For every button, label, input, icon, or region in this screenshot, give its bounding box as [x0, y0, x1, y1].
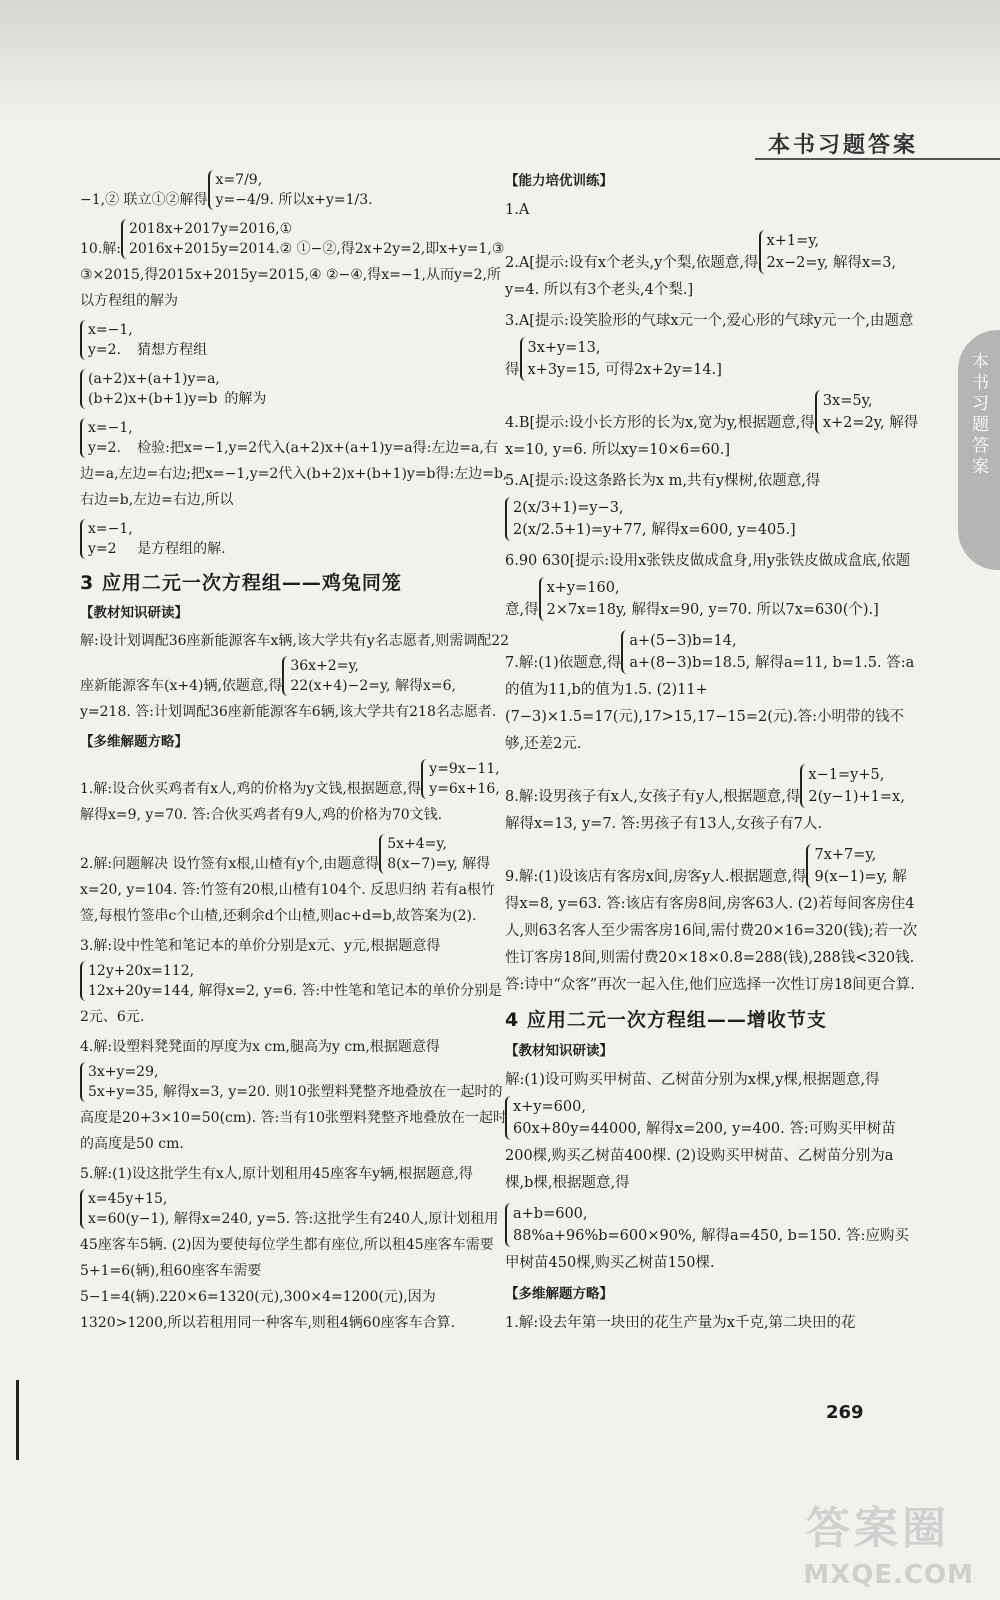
answer-item	[505, 762, 920, 838]
right-column	[505, 168, 920, 1341]
answer-continuation: 可得2x+2y=14.]	[600, 362, 722, 378]
answer-text: 6.90 630[提示:设用x张铁皮做成盒身,用y张铁皮做成盒底,依题意,得	[505, 553, 911, 618]
equation-line: 36x+2=y,	[290, 658, 359, 674]
equation-line: 2016x+2015y=2014.②	[128, 241, 293, 257]
answer-continuation: 解得x=8, y=63. 答:该店有客房8间,房客63人. (2)若每间客房住4人,则63名客人至少需客房16间,需付费20×16=320(钱);若一次性订客房18间,则需付费20×18×0.8=288(钱),288钱<320钱.答:诗中“众客”再次一起入住,他们应选择一次性订房18间更合算.	[505, 869, 918, 993]
answer-text: 解:设计划调配36座新能源客车x辆,该大学共有y名志愿者,则需调配22座新能源客车(x+4)辆,依题意,得	[80, 633, 510, 694]
equation-line: a+(8−3)b=18.5,	[629, 655, 751, 671]
answer-text: 5.A[提示:设这条路长为x m,共有y棵树,依题意,得	[505, 473, 821, 489]
answer-item	[505, 1310, 920, 1337]
margin-mark	[16, 1380, 19, 1460]
answer-text: 9.解:(1)设该店有客房x间,房客y人.根据题意,得	[505, 869, 807, 885]
answer-continuation: 解得x=200, y=400. 答:可购买甲树苗200棵,购买乙树苗400棵. (2)设购买甲树苗、乙树苗分别为a棵,b棵,根据题意,得	[505, 1121, 896, 1191]
equation-system	[282, 656, 390, 696]
answer-continuation: 解得x=10, y=6. 所以xy=10×6=60.]	[505, 415, 919, 458]
answer-text: 解:(1)设可购买甲树苗、乙树苗分别为x棵,y棵,根据题意,得	[505, 1072, 880, 1088]
answer-text: 3.A[提示:设笑脸形的气球x元一个,爱心形的气球y元一个,由题意得	[505, 313, 914, 378]
equation-line: 2018x+2017y=2016,①	[128, 221, 293, 237]
answer-item	[80, 1161, 510, 1336]
answer-item	[80, 416, 510, 513]
equation-line: y=6x+16,	[429, 781, 500, 797]
equation-line: 60x+80y=44000,	[513, 1121, 642, 1137]
equation-line: 3x=5y,	[822, 393, 873, 409]
answer-continuation: 解得x=240, y=5. 答:这批学生有240人,原计划租用45座客车5辆. (2)因为要使每位学生都有座位,所以租45座客车需要5+1=6(辆),租60座客车需要5−1=4(辆).220×6=1320(元),300×4=1200(元),因为1320>1200,所以若租用同一种客车,则租4辆60座客车合算.	[80, 1211, 499, 1331]
equation-system	[80, 1189, 169, 1229]
answer-item	[80, 628, 510, 725]
section-label: 【多维解题方略】	[80, 734, 188, 750]
answer-text: 5.解:(1)设这批学生有x人,原计划租用45座客车y辆,根据题意,得	[80, 1166, 473, 1182]
watermark-logo: 答案圈	[806, 1503, 950, 1554]
answer-continuation: 解得a=11, b=1.5. 答:a的值为11,b的值为1.5. (2)11+(7−3)×1.5=17(元),17>15,17−15=2(元).答:小明带的钱不够,还差2元.	[505, 655, 915, 752]
answer-item	[80, 832, 510, 929]
equation-system	[80, 961, 194, 1001]
equation-line: 5x+y=35,	[88, 1084, 159, 1100]
equation-system	[505, 497, 647, 541]
answer-text: 3.解:设中性笔和笔记本的单价分别是x元、y元,根据题意得	[80, 938, 441, 954]
answer-continuation: 解得x=3, y=4. 所以有3个老头,4个梨.]	[505, 255, 897, 298]
equation-line: 3x+y=13,	[527, 340, 601, 356]
answer-item	[80, 217, 510, 314]
equation-line: 7x+7=y,	[814, 847, 877, 863]
answer-item	[80, 517, 510, 562]
section-label: 【教材知识研读】	[80, 605, 188, 621]
answer-text: 2.解:问题解决 设竹签有x根,山楂有y个,由题意得	[80, 856, 380, 872]
answer-item	[505, 548, 920, 624]
watermark-url: MXQE.COM	[803, 1560, 974, 1590]
answer-item	[505, 842, 920, 999]
equation-system	[80, 320, 133, 360]
equation-line: (b+2)x+(b+1)y=b	[88, 391, 218, 407]
answer-text: 1.解:设去年第一块田的花生产量为x千克,第二块田的花	[505, 1315, 856, 1331]
section-label: 【教材知识研读】	[505, 1043, 613, 1059]
side-tab	[958, 330, 1000, 570]
side-tab-label: 本书习题答案	[968, 352, 988, 478]
equation-system	[421, 759, 499, 799]
answer-text: −1,② 联立①②解得	[80, 192, 208, 208]
answer-item	[80, 933, 510, 1030]
answer-text: 10.解:	[80, 241, 121, 257]
equation-system	[505, 1203, 696, 1247]
answer-continuation: 猜想方程组	[132, 342, 208, 358]
answer-text: 8.解:设男孩子有x人,女孩子有y人,根据题意,得	[505, 789, 801, 805]
answer-item	[80, 1034, 510, 1157]
equation-line: 5x+4=y,	[387, 836, 447, 852]
equation-line: y=2.	[88, 440, 121, 456]
equation-line: x=7/9,	[215, 172, 263, 188]
left-column	[80, 168, 510, 1340]
equation-line: y=−4/9.	[215, 192, 274, 208]
equation-system	[80, 418, 133, 458]
equation-line: x=60(y−1),	[88, 1211, 170, 1227]
equation-line: x−1=y+5,	[808, 767, 885, 783]
equation-system	[759, 230, 829, 274]
equation-line: 3x+y=29,	[88, 1064, 159, 1080]
page-top-shade	[0, 0, 1000, 135]
running-header: 本书习题答案	[767, 133, 918, 158]
equation-line: 12x+20y=144,	[88, 983, 195, 999]
section-label: 【多维解题方略】	[505, 1286, 613, 1302]
equation-line: x+y=600,	[513, 1099, 586, 1115]
section-title: 3 应用二元一次方程组——鸡兔同笼	[80, 572, 402, 594]
answer-item	[80, 318, 510, 363]
equation-system	[121, 219, 292, 259]
equation-system	[80, 369, 220, 409]
answer-continuation: 所以x+y=1/3.	[273, 192, 373, 208]
answer-item	[505, 197, 920, 224]
equation-line: x+3y=15,	[527, 362, 601, 378]
equation-line: a+b=600,	[513, 1206, 588, 1222]
answer-item	[80, 757, 510, 828]
answer-continuation: 是方程组的解.	[132, 541, 226, 557]
equation-line: 88%a+96%b=600×90%,	[513, 1228, 697, 1244]
answer-item	[505, 308, 920, 384]
answer-item	[505, 1201, 920, 1277]
equation-system	[379, 834, 458, 874]
header-rule	[755, 158, 1000, 160]
page-number: 269	[826, 1402, 864, 1423]
answer-continuation: 解得x=2, y=6. 答:中性笔和笔记本的单价分别是2元、6元.	[80, 983, 503, 1025]
answer-continuation: 解得x=6, y=218. 答:计划调配36座新能源客车6辆,该大学共有218名志愿者.	[80, 678, 497, 720]
answer-continuation: 解得x=9, y=70. 答:合伙买鸡者有9人,鸡的价格为70文钱.	[80, 807, 443, 823]
equation-system	[815, 390, 885, 434]
equation-line: 2×7x=18y,	[546, 602, 627, 618]
equation-system	[800, 764, 904, 808]
equation-system	[621, 630, 750, 674]
equation-line: 22(x+4)−2=y,	[290, 678, 391, 694]
answer-continuation: 检验:把x=−1,y=2代入(a+2)x+(a+1)y=a得:左边=a,右边=a,左边=右边;把x=−1,y=2代入(b+2)x+(b+1)y=b得:左边=b,右边=b,左边=右边,所以	[80, 440, 508, 508]
answer-continuation: 解得x=13, y=7. 答:男孩子有13人,女孩子有7人.	[505, 816, 823, 832]
answer-continuation: 解得a=450, b=150. 答:应购买甲树苗450棵,购买乙树苗150棵.	[505, 1228, 909, 1271]
equation-line: y=2.	[88, 342, 121, 358]
equation-line: x=−1,	[88, 322, 133, 338]
answer-continuation: 解得x=20, y=104. 答:竹签有20根,山楂有104个. 反思归纳 若有a根竹签,每根竹签串c个山楂,还剩余d个山楂,则ac+d=b,故答案为(2).	[80, 856, 496, 924]
equation-system	[806, 844, 887, 888]
answer-continuation: 解得x=90, y=70. 所以7x=630(个).]	[626, 602, 879, 618]
section-label: 【能力培优训练】	[505, 173, 613, 189]
equation-line: x=−1,	[88, 420, 133, 436]
equation-line: x+2=2y,	[822, 415, 885, 431]
answer-text: 1.A	[505, 202, 530, 218]
equation-system	[80, 1062, 158, 1102]
answer-text: 2.A[提示:设有x个老头,y个梨,依题意,得	[505, 255, 759, 271]
equation-line: x+1=y,	[766, 233, 820, 249]
answer-text: 1.解:设合伙买鸡者有x人,鸡的价格为y文钱,根据题意,得	[80, 781, 422, 797]
equation-line: 2x−2=y,	[766, 255, 829, 271]
equation-line: 8(x−7)=y,	[387, 856, 458, 872]
answer-text: 4.B[提示:设小长方形的长为x,宽为y,根据题意,得	[505, 415, 815, 431]
answer-text: 7.解:(1)依题意,得	[505, 655, 622, 671]
answer-item	[505, 468, 920, 544]
equation-line: a+(5−3)b=14,	[629, 633, 737, 649]
answer-item	[80, 367, 510, 412]
equation-system	[505, 1096, 641, 1140]
answer-text: 4.解:设塑料凳凳面的厚度为x cm,腿高为y cm,根据题意得	[80, 1039, 440, 1055]
equation-line: x=−1,	[88, 521, 133, 537]
equation-line: x+y=160,	[546, 580, 620, 596]
answer-item	[505, 388, 920, 464]
answer-item	[80, 168, 510, 213]
equation-system	[520, 337, 601, 381]
equation-line: 9(x−1)=y,	[814, 869, 888, 885]
equation-line: 2(x/3+1)=y−3,	[513, 500, 624, 516]
equation-line: y=2	[88, 541, 117, 557]
equation-line: 12y+20x=112,	[88, 963, 195, 979]
equation-line: 2(x/2.5+1)=y+77,	[513, 522, 647, 538]
answer-continuation: ①−②,得2x+2y=2,即x+y=1,③ ③×2015,得2015x+2015y=2015,④ ②−④,得x=−1,从而y=2,所以方程组的解为	[80, 241, 505, 309]
answer-item	[505, 1067, 920, 1197]
equation-line: 2(y−1)+1=x,	[808, 789, 905, 805]
answer-continuation: 解得x=600, y=405.]	[646, 522, 796, 538]
section-title: 4 应用二元一次方程组——增收节支	[505, 1009, 827, 1031]
equation-line: y=9x−11,	[429, 761, 500, 777]
answer-continuation: 解得x=3, y=20. 则10张塑料凳整齐地叠放在一起时的高度是20+3×10=50(cm). 答:当有10张塑料凳整齐地叠放在一起时的高度是50 cm.	[80, 1084, 508, 1152]
equation-system	[208, 170, 274, 210]
equation-line: (a+2)x+(a+1)y=a,	[88, 371, 220, 387]
answer-continuation: 的解为	[219, 391, 267, 407]
answer-item	[505, 228, 920, 304]
equation-line: x=45y+15,	[88, 1191, 168, 1207]
equation-system	[539, 577, 627, 621]
answer-item	[505, 628, 920, 758]
equation-system	[80, 519, 133, 559]
